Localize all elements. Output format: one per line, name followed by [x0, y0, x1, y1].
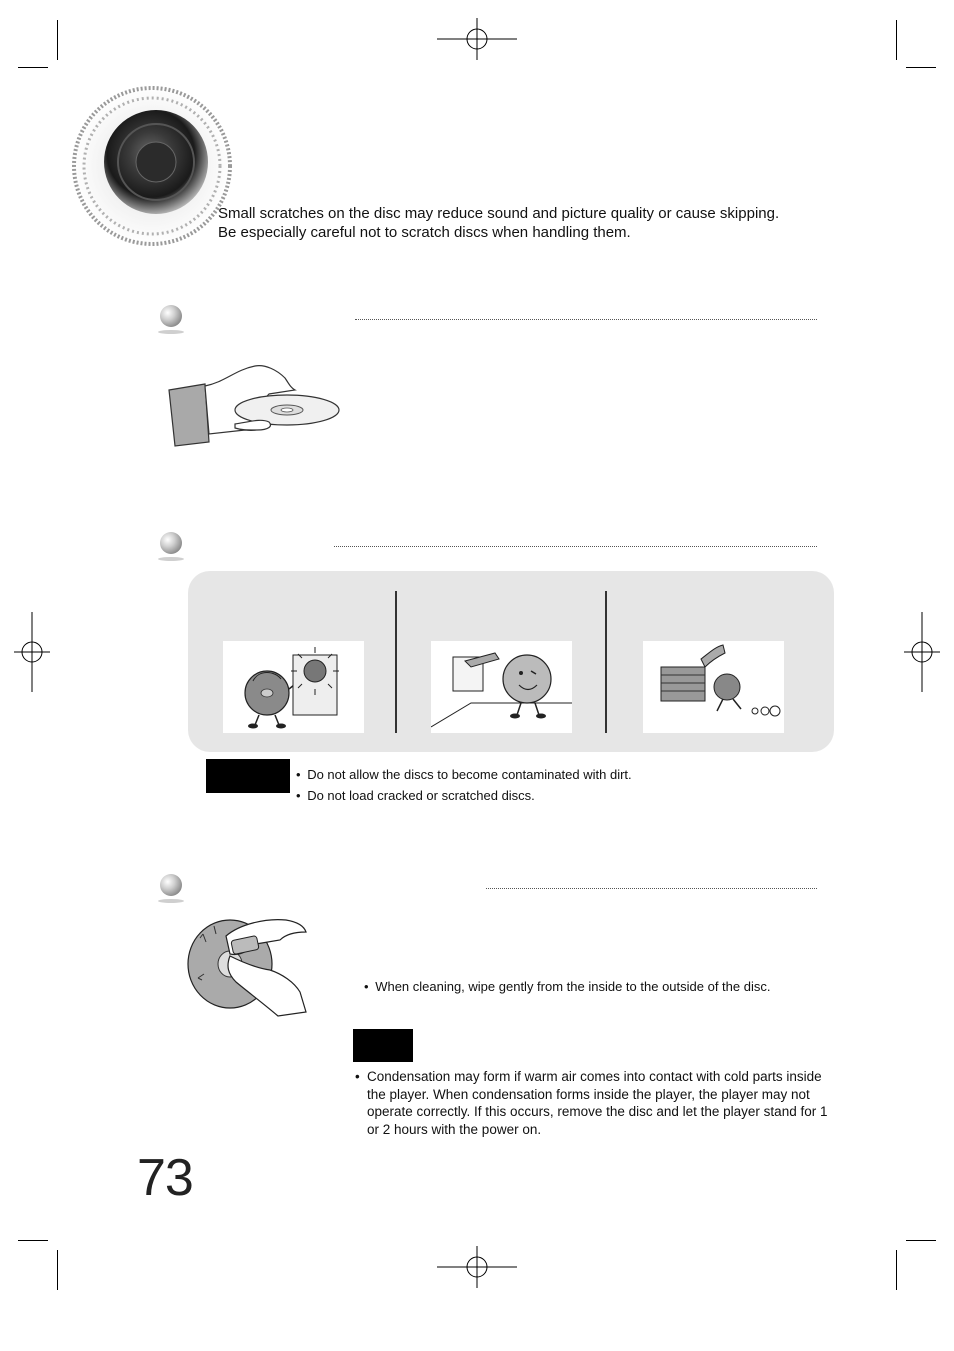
panel-divider	[395, 591, 397, 733]
intro-text	[218, 204, 858, 242]
crop-mark	[896, 20, 897, 60]
section-marker-3	[160, 874, 182, 896]
note-label	[354, 1030, 412, 1061]
caution-item	[296, 767, 632, 782]
cleaning-disc-illustration	[186, 912, 312, 1018]
crop-mark	[57, 20, 58, 60]
crop-mark	[906, 1240, 936, 1241]
registration-mark-right	[904, 612, 940, 692]
heater-illustration	[643, 641, 784, 733]
bullet: •	[296, 767, 301, 782]
registration-mark-top	[437, 18, 517, 60]
section-divider-1	[355, 319, 817, 320]
section-marker-shadow	[158, 899, 184, 903]
cleaning-tip-text: When cleaning, wipe gently from the inside to the outside of the disc.	[375, 979, 771, 994]
crop-mark	[18, 1240, 48, 1241]
sunlight-illustration	[223, 641, 364, 733]
section-marker-shadow	[158, 330, 184, 334]
intro-line-2: Be especially careful not to scratch discs when handling them.	[218, 224, 631, 241]
bullet: •	[364, 979, 369, 994]
panel-divider	[605, 591, 607, 733]
crop-mark	[906, 67, 936, 68]
crop-mark	[896, 1250, 897, 1290]
bullet: •	[355, 1069, 360, 1084]
section-marker-shadow	[158, 557, 184, 561]
section-divider-2	[334, 546, 817, 547]
crop-mark	[57, 1250, 58, 1290]
hand-holding-disc-illustration	[165, 360, 345, 452]
note-text: Condensation may form if warm air comes into contact with cold parts inside the player. When condensation forms inside the player, the player may not operate correctly. If this occurs, remove the disc and let the player stand for 1 or 2 hours with the power on.	[367, 1069, 828, 1137]
dry-place-illustration	[431, 641, 572, 733]
caution-text-1: Do not allow the discs to become contaminated with dirt.	[307, 767, 632, 782]
cleaning-tip	[364, 979, 770, 994]
section-marker-2	[160, 532, 182, 554]
section-marker-1	[160, 305, 182, 327]
note-item	[355, 1068, 831, 1138]
section-divider-3	[486, 888, 817, 889]
page-number: 73	[137, 1149, 193, 1207]
caution-text-2: Do not load cracked or scratched discs.	[307, 788, 535, 803]
bullet: •	[296, 788, 301, 803]
caution-label	[207, 760, 289, 792]
intro-line-1: Small scratches on the disc may reduce sound and picture quality or cause skipping.	[218, 205, 780, 222]
speaker-disc-graphic	[70, 86, 240, 251]
registration-mark-bottom	[437, 1246, 517, 1288]
crop-mark	[18, 67, 48, 68]
caution-item	[296, 788, 535, 803]
registration-mark-left	[14, 612, 50, 692]
